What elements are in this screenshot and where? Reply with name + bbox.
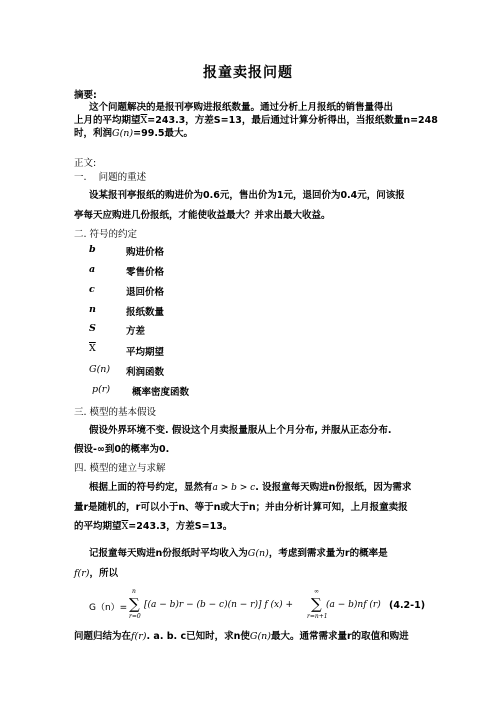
section-4-paragraph-line-2: 量r是随机的，r可以小于n、等于n或大于n；并由分析计算可知，上月报童卖报 (74, 502, 408, 513)
symbol-s-desc: 方差 (126, 326, 146, 337)
symbol-c: c (89, 284, 95, 295)
sum-sign: ∑ (311, 595, 322, 613)
symbol-s: S (89, 323, 96, 334)
section-number: 一. (74, 172, 87, 183)
abstract-text: 上月的平均期望 (74, 115, 141, 126)
section-4-heading: 四. 模型的建立与求解 (74, 463, 166, 474)
section-4-paragraph-line-1 (89, 479, 411, 493)
section-title: 问题的重述 (98, 172, 147, 183)
abstract-text: =243.3，方差S=13，最后通过计算分析得出，当报纸数量n=248 (147, 115, 438, 126)
paragraph-text: 根据上面的符号约定，显然有 (89, 482, 213, 493)
section-3-paragraph-line-1: 假设外界环境不变. 假设这个月卖报量服从上个月分布, 并服从正态分布. (89, 425, 392, 436)
symbol-gn: G(n) (89, 364, 111, 375)
page-title: 报童卖报问题 (203, 65, 293, 81)
symbol-c-desc: 退回价格 (126, 287, 165, 298)
paragraph-text: ，考虑到需求量为r的概率是 (268, 548, 388, 559)
abstract-line-1: 这个问题解决的是报刊亭购进报纸数量。通过分析上月报纸的销售量得出 (89, 102, 394, 113)
profit-function-symbol: G(n) (112, 128, 134, 139)
paragraph-text: =243.3，方差S=13。 (128, 521, 233, 532)
symbol-n: n (89, 304, 96, 315)
section-1-paragraph-line-2: 亭每天应购进几份报纸，才能使收益最大？并求出最大收益。 (74, 210, 331, 221)
symbol-a-desc: 零售价格 (126, 267, 165, 278)
profit-function-symbol: G(n) (249, 631, 271, 642)
paragraph-text: 最大。通常需求量r的取值和购进 (270, 631, 409, 642)
symbol-pr: p(r) (92, 384, 111, 395)
paragraph-text: . 设报童每天购进n份报纸，因为需求 (255, 482, 412, 493)
symbol-xbar-desc: 平均期望 (126, 347, 165, 358)
paragraph-text: . a. b. c已知时，求n使 (146, 631, 250, 642)
probability-function-symbol: f(r) (74, 568, 90, 579)
formula-term-1: [(a − b)r − (b − c)(n − r)] f (x) + (144, 600, 294, 610)
symbol-b: b (89, 244, 96, 255)
probability-function-symbol: f(r) (131, 631, 147, 642)
symbol-xbar: $\overline{X}$ (89, 343, 96, 354)
symbol-n-desc: 报纸数量 (126, 307, 165, 318)
sum-lower-limit: r=n+1 (307, 613, 328, 620)
paragraph-text: 的平均期望 (74, 521, 122, 532)
sum-lower-limit: r=0 (129, 613, 141, 620)
abstract-text: 时，利润 (74, 128, 113, 139)
symbol-gn-desc: 利润函数 (126, 367, 165, 378)
sum-upper-limit: n (132, 588, 136, 595)
section-3-paragraph-line-2: 假设-∞到0的概率为0. (74, 444, 170, 455)
section-4-paragraph-line-3 (74, 518, 232, 532)
equation-number: (4.2-1) (389, 600, 426, 611)
paragraph-text: 记报童每天购进n份报纸时平均收入为 (89, 548, 248, 559)
section-1-paragraph-line-1: 设某报刊亭报纸的购进价为0.6元，售出价为1元，退回价为0.4元，问该报 (89, 190, 405, 201)
section-4-paragraph-line-4 (89, 545, 388, 559)
symbol-pr-desc: 概率密度函数 (132, 387, 190, 398)
section-2-heading: 二. 符号的约定 (74, 229, 138, 240)
body-heading: 正文: (74, 158, 97, 169)
abstract-text: =99.5最大。 (133, 128, 194, 139)
section-4-paragraph-line-5 (74, 565, 118, 579)
symbol-a: a (89, 264, 96, 275)
profit-function-symbol: G(n) (247, 548, 269, 559)
profit-formula (89, 588, 426, 620)
inequality: a > b > c (212, 483, 256, 493)
section-3-heading: 三. 模型的基本假设 (74, 407, 157, 418)
mean-symbol: $\overline{X}$ (140, 115, 148, 126)
sum-sign: ∑ (129, 595, 140, 613)
formula-lhs: G（n）= (89, 603, 128, 613)
abstract-line-3 (74, 125, 193, 139)
mean-symbol: $\overline{X}$ (121, 521, 129, 532)
symbol-b-desc: 购进价格 (126, 247, 165, 258)
section-4-paragraph-line-6 (74, 628, 409, 642)
section-1-heading (74, 169, 146, 183)
abstract-heading: 摘要: (74, 90, 97, 101)
sum-upper-limit: ∞ (314, 588, 319, 595)
paragraph-text: ，所以 (89, 568, 118, 579)
paragraph-text: 问题归结为在 (74, 631, 132, 642)
formula-term-2: (a − b)nf (r) (326, 600, 381, 610)
abstract-line-2 (74, 112, 438, 126)
